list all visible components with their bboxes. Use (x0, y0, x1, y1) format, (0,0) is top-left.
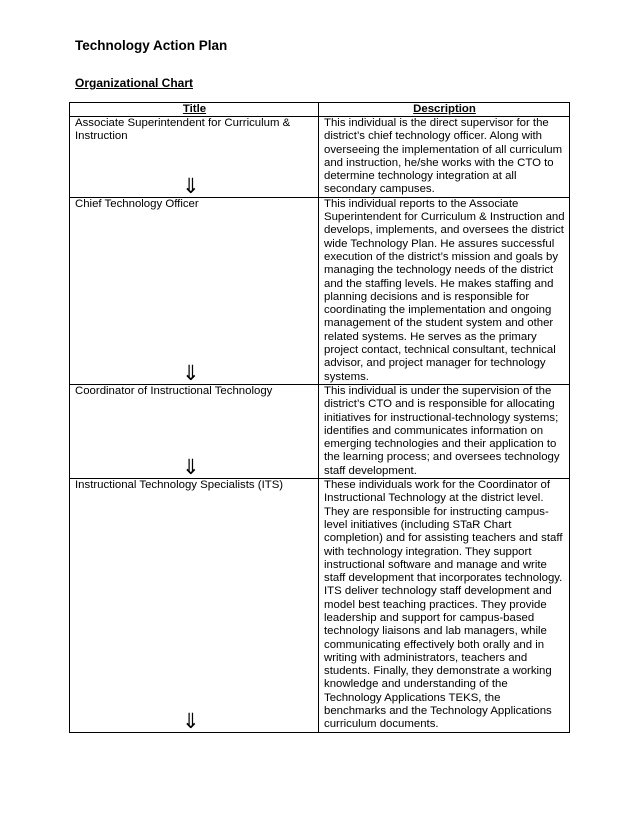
role-title-cell (70, 479, 319, 733)
role-description: This individual is the direct supervisor for the district’s chief technology officer. Along with overseeing the implementation of all curriculum and instruction, he/she works with the CTO to determine technology integration at all secondary campuses. (319, 117, 570, 198)
role-description: These individuals work for the Coordinator of Instructional Technology at the district level. They are responsible for instructing campus-level initiatives (including STaR Chart completion) and for assisting teachers and staff with technology integration. They support instructional software and manage and write staff development that incorporates technology. ITS deliver technology staff development and model best teaching practices. They provide leadership and support for campus-based technology liaisons and lab managers, while communicating effectively both orally and in writing with administrators, teachers and students. Finally, they demonstrate a working knowledge and understanding of the Technology Applications TEKS, the benchmarks and the Technology Applications curriculum documents. (319, 479, 570, 733)
role-title-cell (70, 117, 319, 198)
role-title-cell (70, 384, 319, 478)
org-chart-table (69, 102, 570, 733)
role-title: Instructional Technology Specialists (ITS) (75, 479, 284, 492)
role-title: Coordinator of Instructional Technology (75, 384, 273, 397)
section-heading: Organizational Chart (75, 76, 194, 90)
table-header-row (70, 103, 570, 117)
role-description: This individual is under the supervision of the district’s CTO and is responsible for allocating initiatives for instructional-technology systems; identifies and communicates information on emerging technologies and their application to the learning process; and oversees technology staff development. (319, 384, 570, 478)
role-description: This individual reports to the Associate Superintendent for Curriculum & Instruction and develops, implements, and oversees the district wide Technology Plan. He assures successful execution of the district’s mission and goals by managing the technology needs of the district and the staffing levels. He makes staffing and planning decisions and is responsible for coordinating the implementation and ongoing management of the student system and other related systems. He serves as the primary project contact, technical consultant, technical advisor, and project manager for technology systems. (319, 197, 570, 384)
role-title: Chief Technology Officer (75, 197, 199, 210)
table-row (70, 479, 570, 733)
table-row (70, 384, 570, 478)
down-arrow-icon: ⇓ (182, 173, 200, 198)
table-row (70, 117, 570, 198)
table-row (70, 197, 570, 384)
role-title-cell (70, 197, 319, 384)
down-arrow-icon: ⇓ (182, 708, 200, 733)
down-arrow-icon: ⇓ (182, 455, 200, 480)
title-column-header: Title (70, 103, 319, 117)
down-arrow-icon: ⇓ (182, 360, 200, 385)
role-title: Associate Superintendent for Curriculum & Instruction (75, 117, 291, 143)
description-column-header: Description (319, 103, 570, 117)
document-title: Technology Action Plan (75, 38, 228, 53)
